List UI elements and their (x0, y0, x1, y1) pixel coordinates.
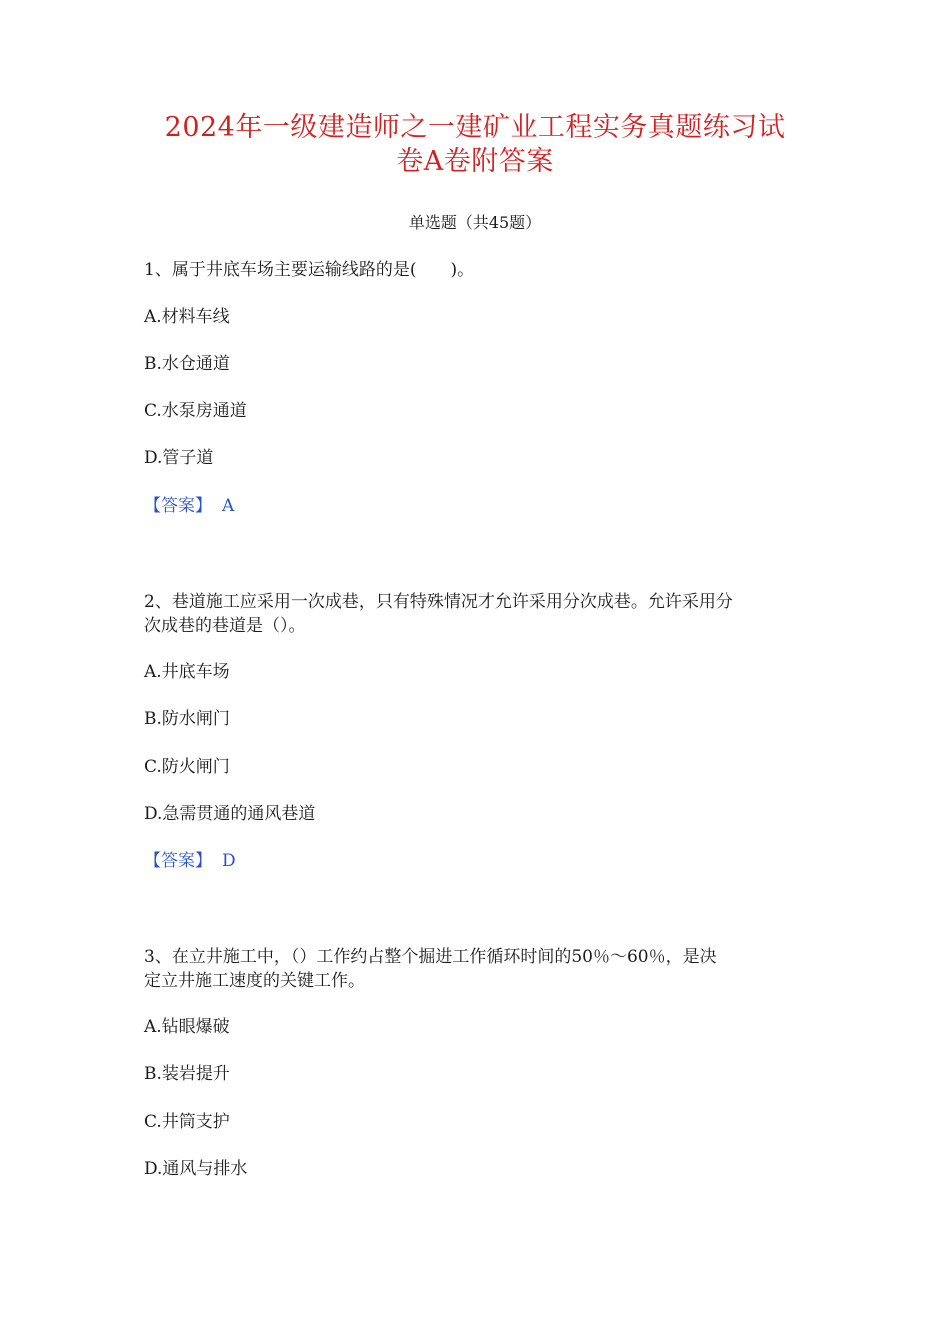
option-a: A.材料车线 (144, 307, 230, 327)
option-d: D.急需贯通的通风巷道 (144, 804, 316, 824)
option-a: A.钻眼爆破 (144, 1017, 230, 1037)
option-c: C.井筒支护 (144, 1112, 230, 1132)
option-c: C.水泵房通道 (144, 401, 247, 421)
option-b: B.防水闸门 (144, 709, 230, 729)
answer-row (144, 494, 234, 518)
option-d: D.通风与排水 (144, 1159, 248, 1179)
option-b: B.装岩提升 (144, 1064, 230, 1084)
document-title-line-2: 卷A卷附答案 (396, 146, 554, 177)
option-a: A.井底车场 (144, 662, 230, 682)
document-title-line-1: 2024年一级建造师之一建矿业工程实务真题练习试 (164, 112, 786, 143)
question-stem-continued: 定立井施工速度的关键工作。 (144, 971, 365, 991)
answer-label: 【答案】 (144, 851, 212, 871)
answer-value: A (222, 496, 235, 516)
answer-row (144, 849, 236, 873)
option-b: B.水仓通道 (144, 354, 230, 374)
option-d: D.管子道 (144, 448, 214, 468)
question-stem: 2、巷道施工应采用一次成巷，只有特殊情况才允许采用分次成巷。允许采用分 (144, 592, 733, 612)
answer-value: D (222, 851, 236, 871)
question-stem: 3、在立井施工中，（）工作约占整个掘进工作循环时间的50％～60％，是决 (144, 947, 717, 967)
section-heading: 单选题（共45题） (408, 213, 542, 232)
question-stem-continued: 次成巷的巷道是（）。 (144, 616, 306, 636)
answer-label: 【答案】 (144, 496, 212, 516)
option-c: C.防火闸门 (144, 757, 230, 777)
question-stem: 1、属于井底车场主要运输线路的是( )。 (144, 260, 475, 280)
